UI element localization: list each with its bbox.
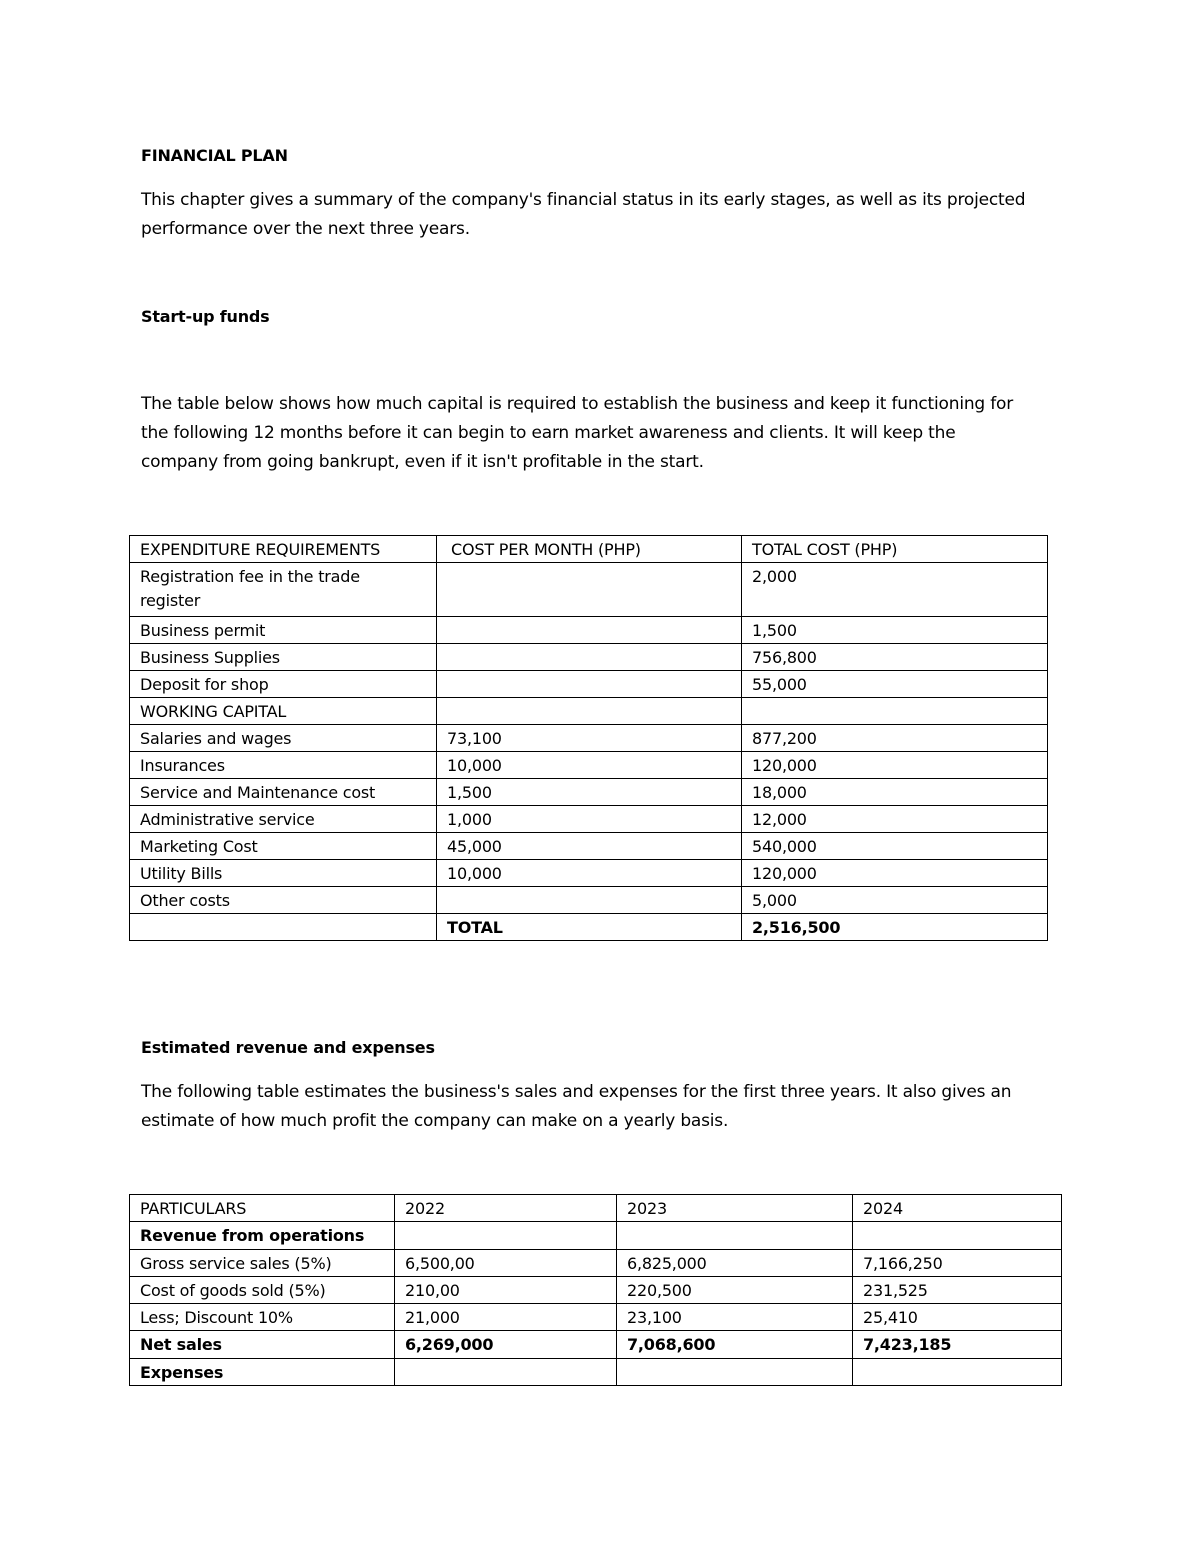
header-cell: 2023 [617, 1195, 853, 1222]
table-row [130, 725, 1048, 752]
startup-funds-table [129, 535, 1048, 941]
table-cell: 55,000 [742, 671, 1048, 698]
table-cell [437, 563, 742, 617]
table-row [130, 806, 1048, 833]
revenue-line: The following table estimates the business's sales and expenses for the first three years. It also gives an [141, 1082, 1012, 1102]
table-cell: Service and Maintenance cost [130, 779, 437, 806]
revenue-line: estimate of how much profit the company can make on a yearly basis. [141, 1111, 729, 1131]
page-title: FINANCIAL PLAN [141, 146, 288, 165]
table-cell: Salaries and wages [130, 725, 437, 752]
startup-line: the following 12 months before it can begin to earn market awareness and clients. It will keep the [141, 423, 956, 443]
header-cell: PARTICULARS [130, 1195, 395, 1222]
table-row [130, 887, 1048, 914]
revenue-paragraph [141, 1078, 1011, 1136]
table-cell [437, 698, 742, 725]
startup-paragraph [141, 390, 1013, 477]
total-label: TOTAL [437, 914, 742, 941]
header-cell: 2024 [853, 1195, 1062, 1222]
table-row [130, 1276, 1062, 1303]
table-row [130, 1249, 1062, 1276]
header-cell: TOTAL COST (PHP) [742, 536, 1048, 563]
table-row [130, 1358, 1062, 1385]
intro-line: performance over the next three years. [141, 219, 470, 239]
table-cell: Cost of goods sold (5%) [130, 1276, 395, 1303]
startup-line: The table below shows how much capital is required to establish the business and keep it functioning for [141, 394, 1013, 414]
revenue-expenses-table [129, 1194, 1062, 1386]
table-cell [853, 1222, 1062, 1249]
table-cell: Revenue from operations [130, 1222, 395, 1249]
revenue-heading: Estimated revenue and expenses [141, 1038, 435, 1057]
table-row [130, 617, 1048, 644]
table-cell [395, 1358, 617, 1385]
table-cell: WORKING CAPITAL [130, 698, 437, 725]
table-cell: Utility Bills [130, 860, 437, 887]
table-total-row [130, 914, 1048, 941]
table-cell [617, 1222, 853, 1249]
table-row [130, 860, 1048, 887]
total-value: 2,516,500 [742, 914, 1048, 941]
table-cell: Net sales [130, 1331, 395, 1358]
table-cell: 120,000 [742, 752, 1048, 779]
table-cell: Marketing Cost [130, 833, 437, 860]
table-header-row [130, 536, 1048, 563]
table-cell: Administrative service [130, 806, 437, 833]
startup-heading: Start-up funds [141, 307, 270, 326]
table-cell: 12,000 [742, 806, 1048, 833]
table-cell: 231,525 [853, 1276, 1062, 1303]
table-cell [853, 1358, 1062, 1385]
table-cell: 10,000 [437, 752, 742, 779]
table-cell [130, 914, 437, 941]
table-cell: 45,000 [437, 833, 742, 860]
table-cell: 756,800 [742, 644, 1048, 671]
table-row [130, 1331, 1062, 1358]
table-cell: Expenses [130, 1358, 395, 1385]
table-cell: 210,00 [395, 1276, 617, 1303]
table-cell [437, 887, 742, 914]
table-cell: 7,068,600 [617, 1331, 853, 1358]
table-cell: Registration fee in the trade register [130, 563, 437, 617]
header-cell: 2022 [395, 1195, 617, 1222]
table-cell: Other costs [130, 887, 437, 914]
intro-line: This chapter gives a summary of the company's financial status in its early stages, as well as its projected [141, 190, 1026, 210]
table-cell: Business permit [130, 617, 437, 644]
table-cell: 21,000 [395, 1304, 617, 1331]
table-cell: 2,000 [742, 563, 1048, 617]
table-cell: 120,000 [742, 860, 1048, 887]
header-cell: EXPENDITURE REQUIREMENTS [130, 536, 437, 563]
table-cell: 6,825,000 [617, 1249, 853, 1276]
table-cell: 10,000 [437, 860, 742, 887]
table-cell: 5,000 [742, 887, 1048, 914]
table-cell [437, 617, 742, 644]
table-cell: Deposit for shop [130, 671, 437, 698]
table-header-row [130, 1195, 1062, 1222]
table-row [130, 833, 1048, 860]
table-cell: 7,423,185 [853, 1331, 1062, 1358]
table-row [130, 779, 1048, 806]
table-cell [617, 1358, 853, 1385]
table-row [130, 698, 1048, 725]
table-row [130, 644, 1048, 671]
intro-paragraph [141, 186, 1025, 244]
header-cell: COST PER MONTH (PHP) [437, 536, 742, 563]
table-cell: Less; Discount 10% [130, 1304, 395, 1331]
table-cell: 73,100 [437, 725, 742, 752]
table-row [130, 563, 1048, 617]
table-cell: Business Supplies [130, 644, 437, 671]
table-row [130, 1222, 1062, 1249]
table-cell: 6,500,00 [395, 1249, 617, 1276]
table-cell: 18,000 [742, 779, 1048, 806]
table-cell: 220,500 [617, 1276, 853, 1303]
table-cell: 540,000 [742, 833, 1048, 860]
table-cell [742, 698, 1048, 725]
table-cell: 6,269,000 [395, 1331, 617, 1358]
table-cell: 1,500 [437, 779, 742, 806]
table-cell: 1,000 [437, 806, 742, 833]
table-cell: Insurances [130, 752, 437, 779]
table-cell: Gross service sales (5%) [130, 1249, 395, 1276]
table-row [130, 1304, 1062, 1331]
table-cell [437, 644, 742, 671]
table-cell: 25,410 [853, 1304, 1062, 1331]
table-cell [395, 1222, 617, 1249]
table-cell: 1,500 [742, 617, 1048, 644]
table-row [130, 671, 1048, 698]
startup-line: company from going bankrupt, even if it isn't profitable in the start. [141, 452, 704, 472]
table-row [130, 752, 1048, 779]
table-cell: 877,200 [742, 725, 1048, 752]
table-cell [437, 671, 742, 698]
table-cell: 23,100 [617, 1304, 853, 1331]
table-cell: 7,166,250 [853, 1249, 1062, 1276]
